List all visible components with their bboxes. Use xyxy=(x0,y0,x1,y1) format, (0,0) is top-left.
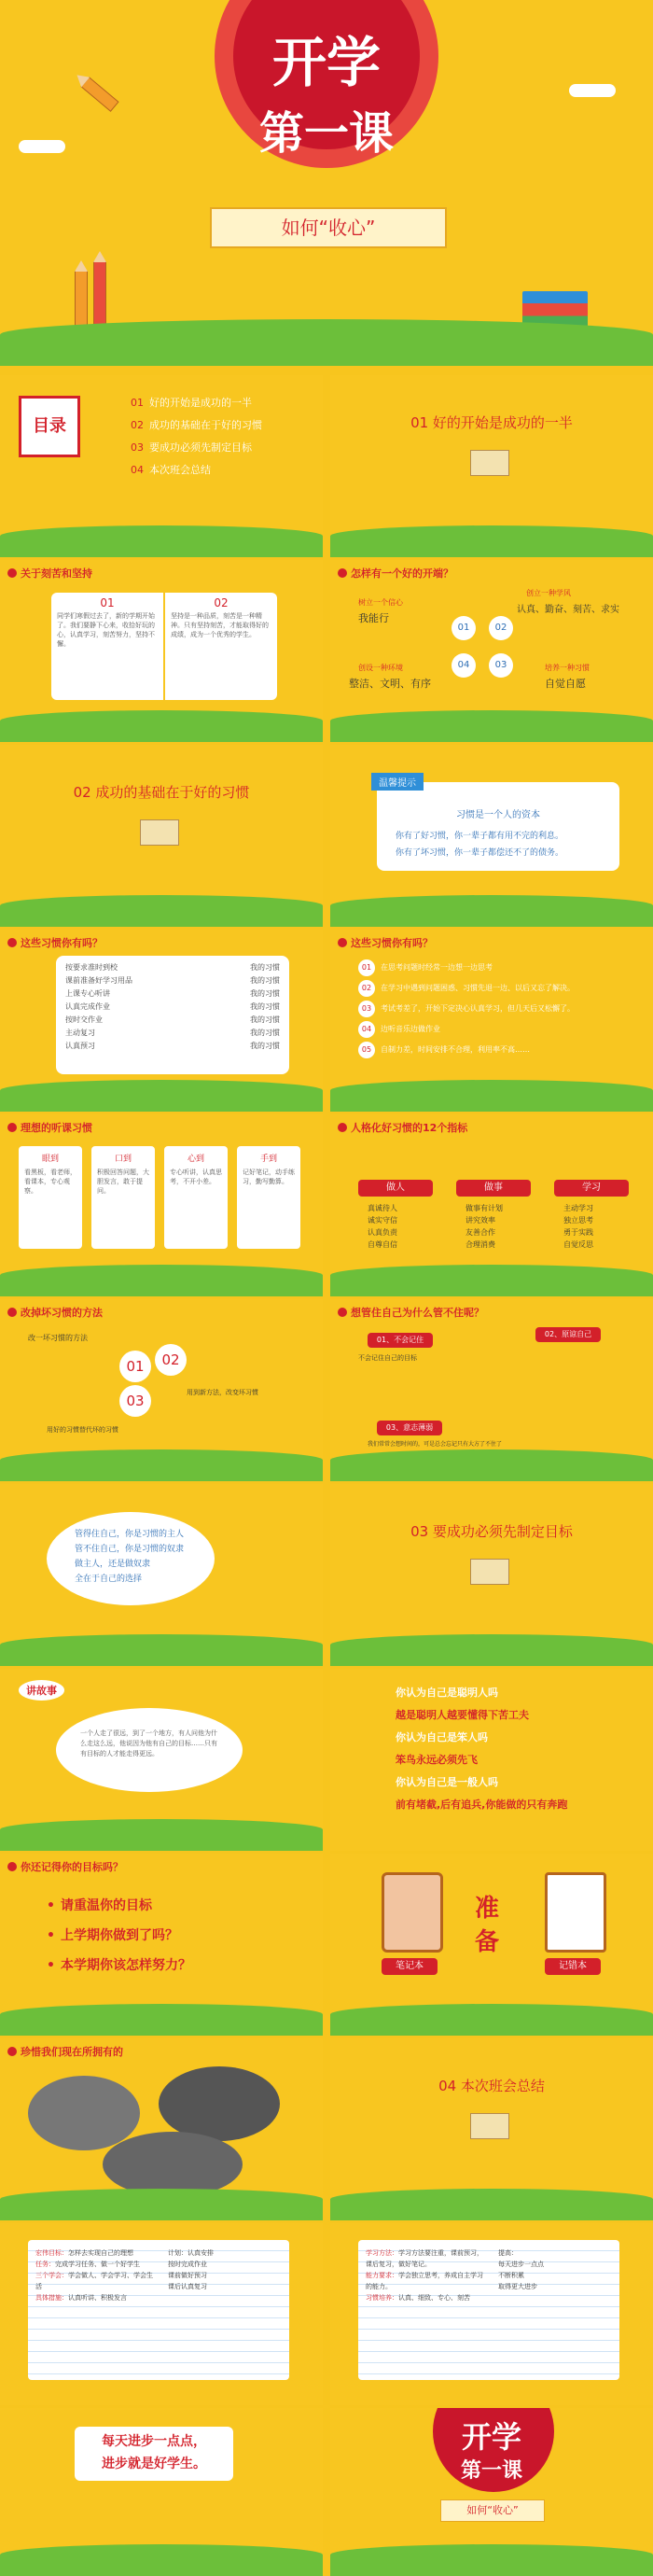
twelve-title: 做人 xyxy=(358,1180,433,1197)
plan-row xyxy=(366,2247,487,2270)
twelve-item: 主动学习 xyxy=(563,1204,593,1212)
prepare-tag: 笔记本 xyxy=(382,1958,438,1975)
plan-key: 任务： xyxy=(35,2261,55,2268)
habit-line: 习惯是一个人的资本 xyxy=(456,810,540,820)
change-num: 02 xyxy=(155,1344,187,1376)
plan-key: 三个学会： xyxy=(35,2272,68,2279)
plan-right-line: 提高： xyxy=(498,2249,518,2257)
section-slide xyxy=(330,2038,653,2220)
plan-row xyxy=(35,2259,157,2270)
book-left-page xyxy=(51,593,163,700)
cover-subtitle: 如何“收心” xyxy=(210,207,447,248)
toc-item[interactable]: 02 成功的基础在于好的习惯 xyxy=(131,419,262,431)
habit-tag: 温馨提示 xyxy=(371,773,424,791)
check-num: 01 xyxy=(358,959,375,976)
twelve-title: 做事 xyxy=(456,1180,531,1197)
school-icon xyxy=(470,1559,509,1585)
grass xyxy=(330,1449,653,1481)
section-title: 03 要成功必须先制定目标 xyxy=(410,1523,573,1540)
prepare-slide xyxy=(330,1854,653,2036)
start-num: 01 xyxy=(452,616,476,640)
plan-right-line: 课前做好预习 xyxy=(168,2272,207,2279)
habit-row-status: 我的习惯 xyxy=(250,989,280,998)
cover-title1: 开学 xyxy=(271,31,381,94)
end-title-slide xyxy=(330,2408,653,2576)
school-icon xyxy=(470,2113,509,2139)
school-icon xyxy=(140,819,179,846)
grass xyxy=(0,1265,323,1296)
start-label: 培养一种习惯 xyxy=(545,664,590,672)
check-num: 03 xyxy=(358,1001,375,1017)
habit-row-item: 认真预习 xyxy=(65,1042,95,1050)
start-num: 04 xyxy=(452,653,476,678)
habit-row-status: 我的习惯 xyxy=(250,1029,280,1037)
check-text: 在学习中遇到问题困惑、习惯先退一边、以后又忘了解决。 xyxy=(381,984,575,992)
habit-row-status: 我的习惯 xyxy=(250,1015,280,1024)
start-text: 认真、勤奋、刻苦、求实 xyxy=(517,605,619,615)
habit-list xyxy=(56,956,289,1074)
habit-row xyxy=(56,974,289,987)
habit-row-status: 我的习惯 xyxy=(250,963,280,972)
listen-card xyxy=(237,1146,300,1249)
change-right: 用到新方法，改变坏习惯 xyxy=(187,1389,258,1396)
book-left-text: 同学们寒假过去了，新的学期开始了。我们要静下心来，收拾好玩的心，认真学习，刻苦努力，坚持不懈。 xyxy=(57,612,155,648)
check-row xyxy=(358,978,575,999)
end-banner-line: 进步就是好学生。 xyxy=(102,2457,206,2471)
listen-card xyxy=(19,1146,82,1249)
cherish-slide xyxy=(0,2038,323,2220)
twelve-item: 合理消费 xyxy=(465,1240,495,1249)
twelve-item: 自尊自信 xyxy=(368,1240,397,1249)
grass xyxy=(0,1819,323,1851)
end-banner-line: 每天进步一点点， xyxy=(102,2434,206,2449)
check-num: 05 xyxy=(358,1042,375,1058)
listen-title: 心到 xyxy=(187,1155,204,1164)
start-text: 我能行 xyxy=(358,612,389,624)
plan-value: 学习方法要注重，课前预习，课后复习，做好笔记。 xyxy=(366,2249,483,2268)
section-title: 01 好的开始是成功的一半 xyxy=(410,414,573,431)
change-num: 01 xyxy=(119,1351,151,1382)
habit-row-item: 主动复习 xyxy=(65,1029,95,1037)
twelve-item: 做事有计划 xyxy=(465,1204,503,1212)
plan-right-line: 取得更大进步 xyxy=(498,2283,537,2290)
habit-row xyxy=(56,1027,289,1040)
listen-title: 手到 xyxy=(259,1155,277,1164)
habit-row-status: 我的习惯 xyxy=(250,976,280,985)
grass xyxy=(330,895,653,927)
listen-card xyxy=(164,1146,228,1249)
bad-tag: 01、不会记住 xyxy=(368,1333,433,1348)
grass xyxy=(0,2189,323,2220)
book-right-page xyxy=(165,593,277,700)
bad-slide xyxy=(330,1299,653,1481)
twelve-item: 讲究效率 xyxy=(465,1216,495,1225)
end-banner-slide xyxy=(0,2408,323,2576)
section-slide xyxy=(330,1484,653,1666)
habit-row-status: 我的习惯 xyxy=(250,1042,280,1050)
bullet-icon: • xyxy=(47,1928,55,1943)
photo-blob xyxy=(103,2132,243,2197)
bad-tag: 02、原谅自己 xyxy=(535,1327,601,1342)
plan-key: 宏伟目标： xyxy=(35,2249,68,2257)
twelve-item: 自觉反思 xyxy=(563,1240,593,1249)
check-num: 02 xyxy=(358,980,375,997)
prepare-tag: 记错本 xyxy=(545,1958,601,1975)
check-text: 考试考差了，开始下定决心认真学习，但几天后又松懈了。 xyxy=(381,1004,575,1013)
start-text: 自觉自愿 xyxy=(545,678,586,690)
section-slide xyxy=(330,375,653,557)
plan-key: 习惯培养： xyxy=(366,2294,398,2302)
listen-title: 眼到 xyxy=(41,1155,59,1164)
twelve-list xyxy=(465,1202,503,1251)
change-num: 03 xyxy=(119,1385,151,1417)
master-line: 做主人，还是做奴隶 xyxy=(75,1560,151,1569)
twelve-item: 勇于实践 xyxy=(563,1228,593,1237)
photo-blob xyxy=(28,2076,140,2150)
plan-value: 认真、细致、专心、刻苦 xyxy=(398,2294,470,2302)
end-banner xyxy=(75,2427,233,2481)
book-left-num: 01 xyxy=(100,596,115,609)
story-slide xyxy=(0,1669,323,1851)
twelve-title: 学习 xyxy=(554,1180,629,1197)
habit-row-item: 课前准备好学习用品 xyxy=(65,976,132,985)
plan-right-line: 按时完成作业 xyxy=(168,2261,207,2268)
check-text: 在思考问题时经常一边想一边思考 xyxy=(381,963,493,972)
plan-value: 学会做人、学会学习、学会生活 xyxy=(35,2272,153,2290)
grass xyxy=(0,319,653,366)
toc-item[interactable]: 01 好的开始是成功的一半 xyxy=(131,397,252,409)
listen-text: 专心听讲，认真思考，不开小差。 xyxy=(170,1169,222,1185)
master-slide xyxy=(0,1484,323,1666)
book-slide xyxy=(0,560,323,742)
plan2-slide xyxy=(330,2223,653,2405)
plan-key: 学习方法： xyxy=(366,2249,398,2257)
plan-value: 完成学习任务、做一个好学生 xyxy=(55,2261,140,2268)
prepare-word: 备 xyxy=(475,1928,500,1956)
start-num: 03 xyxy=(489,653,513,678)
slide-header: 怎样有一个好的开端？ xyxy=(338,566,453,581)
have-habit-slide xyxy=(0,930,323,1112)
grass xyxy=(0,2004,323,2036)
section-title: 04 本次班会总结 xyxy=(438,2078,545,2094)
plan-row xyxy=(35,2292,157,2303)
check-row xyxy=(358,1019,575,1040)
habit-row-item: 认真完成作业 xyxy=(65,1002,110,1011)
check-row xyxy=(358,958,575,978)
change-bottom: 用好的习惯替代坏的习惯 xyxy=(47,1426,118,1434)
photo-blob xyxy=(159,2066,280,2141)
plan-right-line: 课后认真复习 xyxy=(168,2283,207,2290)
twelve-list xyxy=(368,1202,397,1251)
plan-value: 怎样去实现自己的理想 xyxy=(68,2249,133,2257)
slide-header: 改掉坏习惯的方法 xyxy=(7,1305,103,1320)
check-row xyxy=(358,999,575,1019)
section-title: 02 成功的基础在于好的习惯 xyxy=(73,784,250,801)
habit-card xyxy=(377,778,619,871)
check-text: 自制力差，时间安排不合理，利用率不高…… xyxy=(381,1045,530,1054)
prepare-word: 准 xyxy=(475,1895,500,1923)
start-label: 树立一个信心 xyxy=(358,598,403,607)
plan-value: 认真听讲、积极发言 xyxy=(68,2294,127,2302)
grass xyxy=(0,1080,323,1112)
master-line: 管不住自己，你是习惯的奴隶 xyxy=(75,1545,185,1554)
cover-title2: 第一课 xyxy=(258,107,394,160)
end-subtitle: 如何“收心” xyxy=(440,2499,545,2522)
habit-slide xyxy=(330,745,653,927)
listen-text: 记好笔记，动手练习，勤写勤算。 xyxy=(243,1169,295,1185)
master-line: 全在于自己的选择 xyxy=(75,1575,143,1584)
goal-item xyxy=(47,1921,191,1951)
grass xyxy=(330,2004,653,2036)
story-tag: 讲故事 xyxy=(19,1680,64,1701)
clipboard-icon xyxy=(545,1872,606,1953)
twelve-item: 友善合作 xyxy=(465,1228,495,1237)
twelve-item: 诚实守信 xyxy=(368,1216,397,1225)
plan-row xyxy=(35,2247,157,2259)
habit-row xyxy=(56,961,289,974)
toc-list xyxy=(131,392,262,482)
start-label: 创立一种学风 xyxy=(526,589,571,597)
slide-header: 理想的听课习惯 xyxy=(7,1120,92,1135)
habit-row xyxy=(56,987,289,1001)
bad-note: 我们常常会想时间的，可是总会忘记只有大方了不住了 xyxy=(368,1441,503,1448)
habit-row xyxy=(56,1001,289,1014)
check-row xyxy=(358,1040,575,1060)
habit-row xyxy=(56,1014,289,1027)
bad-note: 不会记住自己的目标 xyxy=(358,1354,417,1362)
grass xyxy=(330,710,653,742)
slide-header: 人格化好习惯的12个指标 xyxy=(338,1120,467,1135)
smart-line: 笨鸟永远必须先飞 xyxy=(396,1754,478,1766)
story-text: 一个人走了很远，到了一个地方，有人问他为什么走这么远，他说因为他有自己的目标……只有有目标的人才能走得更远。 xyxy=(80,1729,217,1757)
habit-line: 你有了坏习惯，你一辈子都偿还不了的债务。 xyxy=(396,848,564,858)
plan-right-line: 不断积累 xyxy=(498,2272,524,2279)
slide-header: 这些习惯你有吗？ xyxy=(7,935,103,950)
pencil-icon xyxy=(93,261,106,329)
grass xyxy=(330,2544,653,2576)
listen-card xyxy=(91,1146,155,1249)
grass xyxy=(0,895,323,927)
grass xyxy=(0,710,323,742)
smart-line: 越是聪明人越要懂得下苦工夫 xyxy=(396,1709,529,1721)
start-text: 整洁、文明、有序 xyxy=(349,678,431,690)
grass xyxy=(330,525,653,557)
story-bubble xyxy=(56,1708,243,1792)
habit-line: 你有了好习惯，你一辈子都有用不完的利息。 xyxy=(396,832,564,841)
change-slide xyxy=(0,1299,323,1481)
book-right-num: 02 xyxy=(214,596,229,609)
habit-row xyxy=(56,1040,289,1053)
goal-item xyxy=(47,1891,191,1921)
bullet-icon: • xyxy=(47,1958,55,1973)
slide-header: 这些习惯你有吗？ xyxy=(338,935,433,950)
grass xyxy=(330,1265,653,1296)
grass xyxy=(0,2544,323,2576)
plan-key: 具体措施： xyxy=(35,2294,68,2302)
change-top: 改一坏习惯的方法 xyxy=(28,1334,88,1342)
slide-header: 关于刻苦和坚持 xyxy=(7,566,92,581)
goal-item xyxy=(47,1951,191,1981)
master-line: 管得住自己，你是习惯的主人 xyxy=(75,1530,185,1539)
twelve-list xyxy=(563,1202,593,1251)
pencil-icon xyxy=(75,271,88,329)
grass xyxy=(0,525,323,557)
end-title1: 开学 xyxy=(461,2419,521,2455)
slide-header: 想管住自己为什么管不住呢？ xyxy=(338,1305,484,1320)
slide-header: 珍惜我们现在所拥有的 xyxy=(7,2044,123,2059)
listen-title: 口到 xyxy=(114,1155,132,1164)
check-habit-slide xyxy=(330,930,653,1112)
start-label: 创设一种环境 xyxy=(358,664,403,672)
twelve-item: 认真负责 xyxy=(368,1228,397,1237)
plan-row xyxy=(35,2270,157,2292)
plan1-slide xyxy=(0,2223,323,2405)
twelve-item: 独立思考 xyxy=(563,1216,593,1225)
listen-text: 积极回答问题，大胆发言，敢于提问。 xyxy=(97,1169,149,1195)
check-text: 边听音乐边做作业 xyxy=(381,1025,440,1033)
master-bubble xyxy=(47,1512,215,1605)
plan-right-line: 计划：认真安排 xyxy=(168,2249,214,2257)
smart-line: 前有堵截,后有追兵,你能做的只有奔跑 xyxy=(396,1799,568,1811)
slide-header: 你还记得你的目标吗？ xyxy=(7,1859,123,1874)
twelve-slide xyxy=(330,1114,653,1296)
grass xyxy=(0,1449,323,1481)
start-num: 02 xyxy=(489,616,513,640)
toc-item[interactable]: 04 本次班会总结 xyxy=(131,464,211,476)
school-icon xyxy=(470,450,509,476)
plan-value: 学会独立思考，养成自主学习的能力。 xyxy=(366,2272,483,2290)
goal-text: 请重温你的目标 xyxy=(60,1898,152,1913)
section-slide xyxy=(0,745,323,927)
toc-slide xyxy=(0,375,323,557)
start-slide xyxy=(330,560,653,742)
plan2-card xyxy=(358,2240,619,2380)
grass xyxy=(330,1634,653,1666)
smart-line: 你认为自己是聪明人吗 xyxy=(396,1687,498,1699)
bad-tag: 03、意志薄弱 xyxy=(377,1421,442,1435)
notebook-icon xyxy=(382,1872,443,1953)
habit-row-status: 我的习惯 xyxy=(250,1002,280,1011)
goal-text: 本学期你该怎样努力？ xyxy=(60,1958,191,1973)
habit-row-item: 按要求准时到校 xyxy=(65,963,118,972)
grass xyxy=(0,1634,323,1666)
cover-slide xyxy=(0,0,653,366)
grass xyxy=(330,1080,653,1112)
toc-item[interactable]: 03 要成功必须先制定目标 xyxy=(131,441,252,454)
check-num: 04 xyxy=(358,1021,375,1038)
plan-key: 能力要求： xyxy=(366,2272,398,2279)
habit-row-item: 上课专心听讲 xyxy=(65,989,110,998)
goal-slide xyxy=(0,1854,323,2036)
grass xyxy=(330,2189,653,2220)
listen-text: 看黑板，看老师，看课本，专心观察。 xyxy=(24,1169,76,1195)
habit-row-item: 按时交作业 xyxy=(65,1015,103,1024)
smart-line: 你认为自己是笨人吗 xyxy=(396,1731,488,1743)
plan-right-line: 每天进步一点点 xyxy=(498,2261,544,2268)
plan-row xyxy=(366,2270,487,2292)
smart-slide xyxy=(330,1669,653,1851)
twelve-item: 真诚待人 xyxy=(368,1204,397,1212)
goal-text: 上学期你做到了吗？ xyxy=(60,1928,178,1943)
plan1-card xyxy=(28,2240,289,2380)
toc-label: 目录 xyxy=(19,396,80,457)
smart-line: 你认为自己是一般人吗 xyxy=(396,1776,498,1788)
listen-slide xyxy=(0,1114,323,1296)
book-right-text: 坚持是一种品质，刻苦是一种精神。只有坚持刻苦，才能取得好的成绩，成为一个优秀的学生。 xyxy=(171,612,269,638)
bullet-icon: • xyxy=(47,1898,55,1913)
plan-row xyxy=(366,2292,487,2303)
end-title2: 第一课 xyxy=(460,2459,522,2483)
